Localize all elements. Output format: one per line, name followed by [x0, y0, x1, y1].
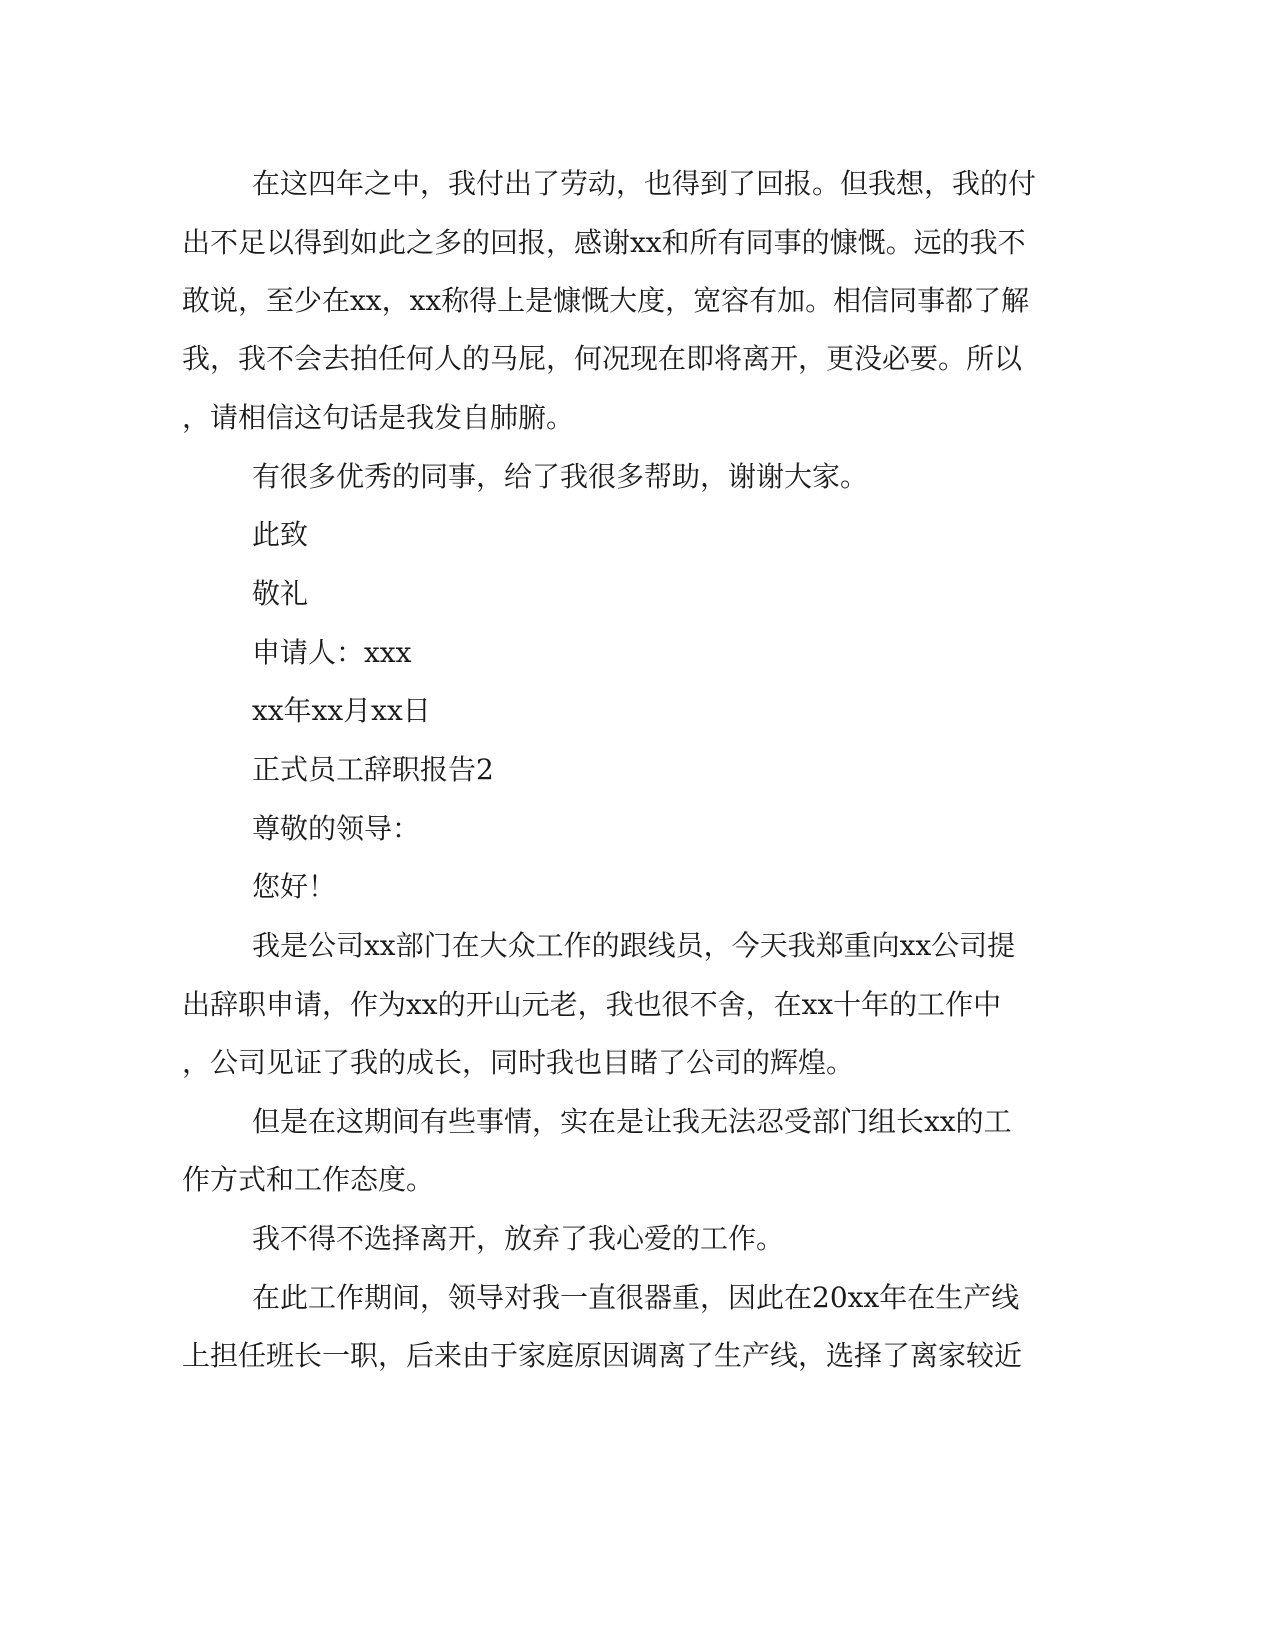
report-title: 正式员工辞职报告2: [252, 753, 494, 786]
paragraph-line: 我，我不会去拍任何人的马屁，何况现在即将离开，更没必要。所以: [182, 342, 1023, 375]
closing-line: 敬礼: [252, 577, 309, 610]
applicant-line: 申请人：xxx: [252, 636, 412, 669]
paragraph-line: 在此工作期间，领导对我一直很器重，因此在20xx年在生产线: [252, 1281, 1020, 1314]
paragraph-line: 但是在这期间有些事情，实在是让我无法忍受部门组长xx的工: [252, 1105, 1012, 1138]
paragraph-line: 作方式和工作态度。: [182, 1163, 435, 1196]
paragraph-line: 我是公司xx部门在大众工作的跟线员，今天我郑重向xx公司提: [252, 929, 1016, 962]
paragraph-line: ，公司见证了我的成长，同时我也目睹了公司的辉煌。: [182, 1046, 855, 1079]
paragraph-line: 有很多优秀的同事，给了我很多帮助，谢谢大家。: [252, 460, 869, 493]
paragraph-line: 上担任班长一职，后来由于家庭原因调离了生产线，选择了离家较近: [182, 1339, 1023, 1372]
paragraph-line: 出辞职申请，作为xx的开山元老，我也很不舍，在xx十年的工作中: [182, 988, 1002, 1021]
paragraph-line: ，请相信这句话是我发自肺腑。: [182, 401, 575, 434]
paragraph-line: 敢说，至少在xx，xx称得上是慷慨大度，宽容有加。相信同事都了解: [182, 284, 1030, 317]
salutation: 尊敬的领导：: [252, 812, 421, 845]
greeting: 您好！: [252, 870, 337, 903]
paragraph-line: 我不得不选择离开，放弃了我心爱的工作。: [252, 1222, 785, 1255]
paragraph-line: 在这四年之中，我付出了劳动，也得到了回报。但我想，我的付: [252, 167, 1037, 200]
closing-line: 此致: [252, 518, 309, 551]
paragraph-line: 出不足以得到如此之多的回报，感谢xx和所有同事的慷慨。远的我不: [182, 226, 1026, 259]
date-line: xx年xx月xx日: [252, 694, 431, 727]
